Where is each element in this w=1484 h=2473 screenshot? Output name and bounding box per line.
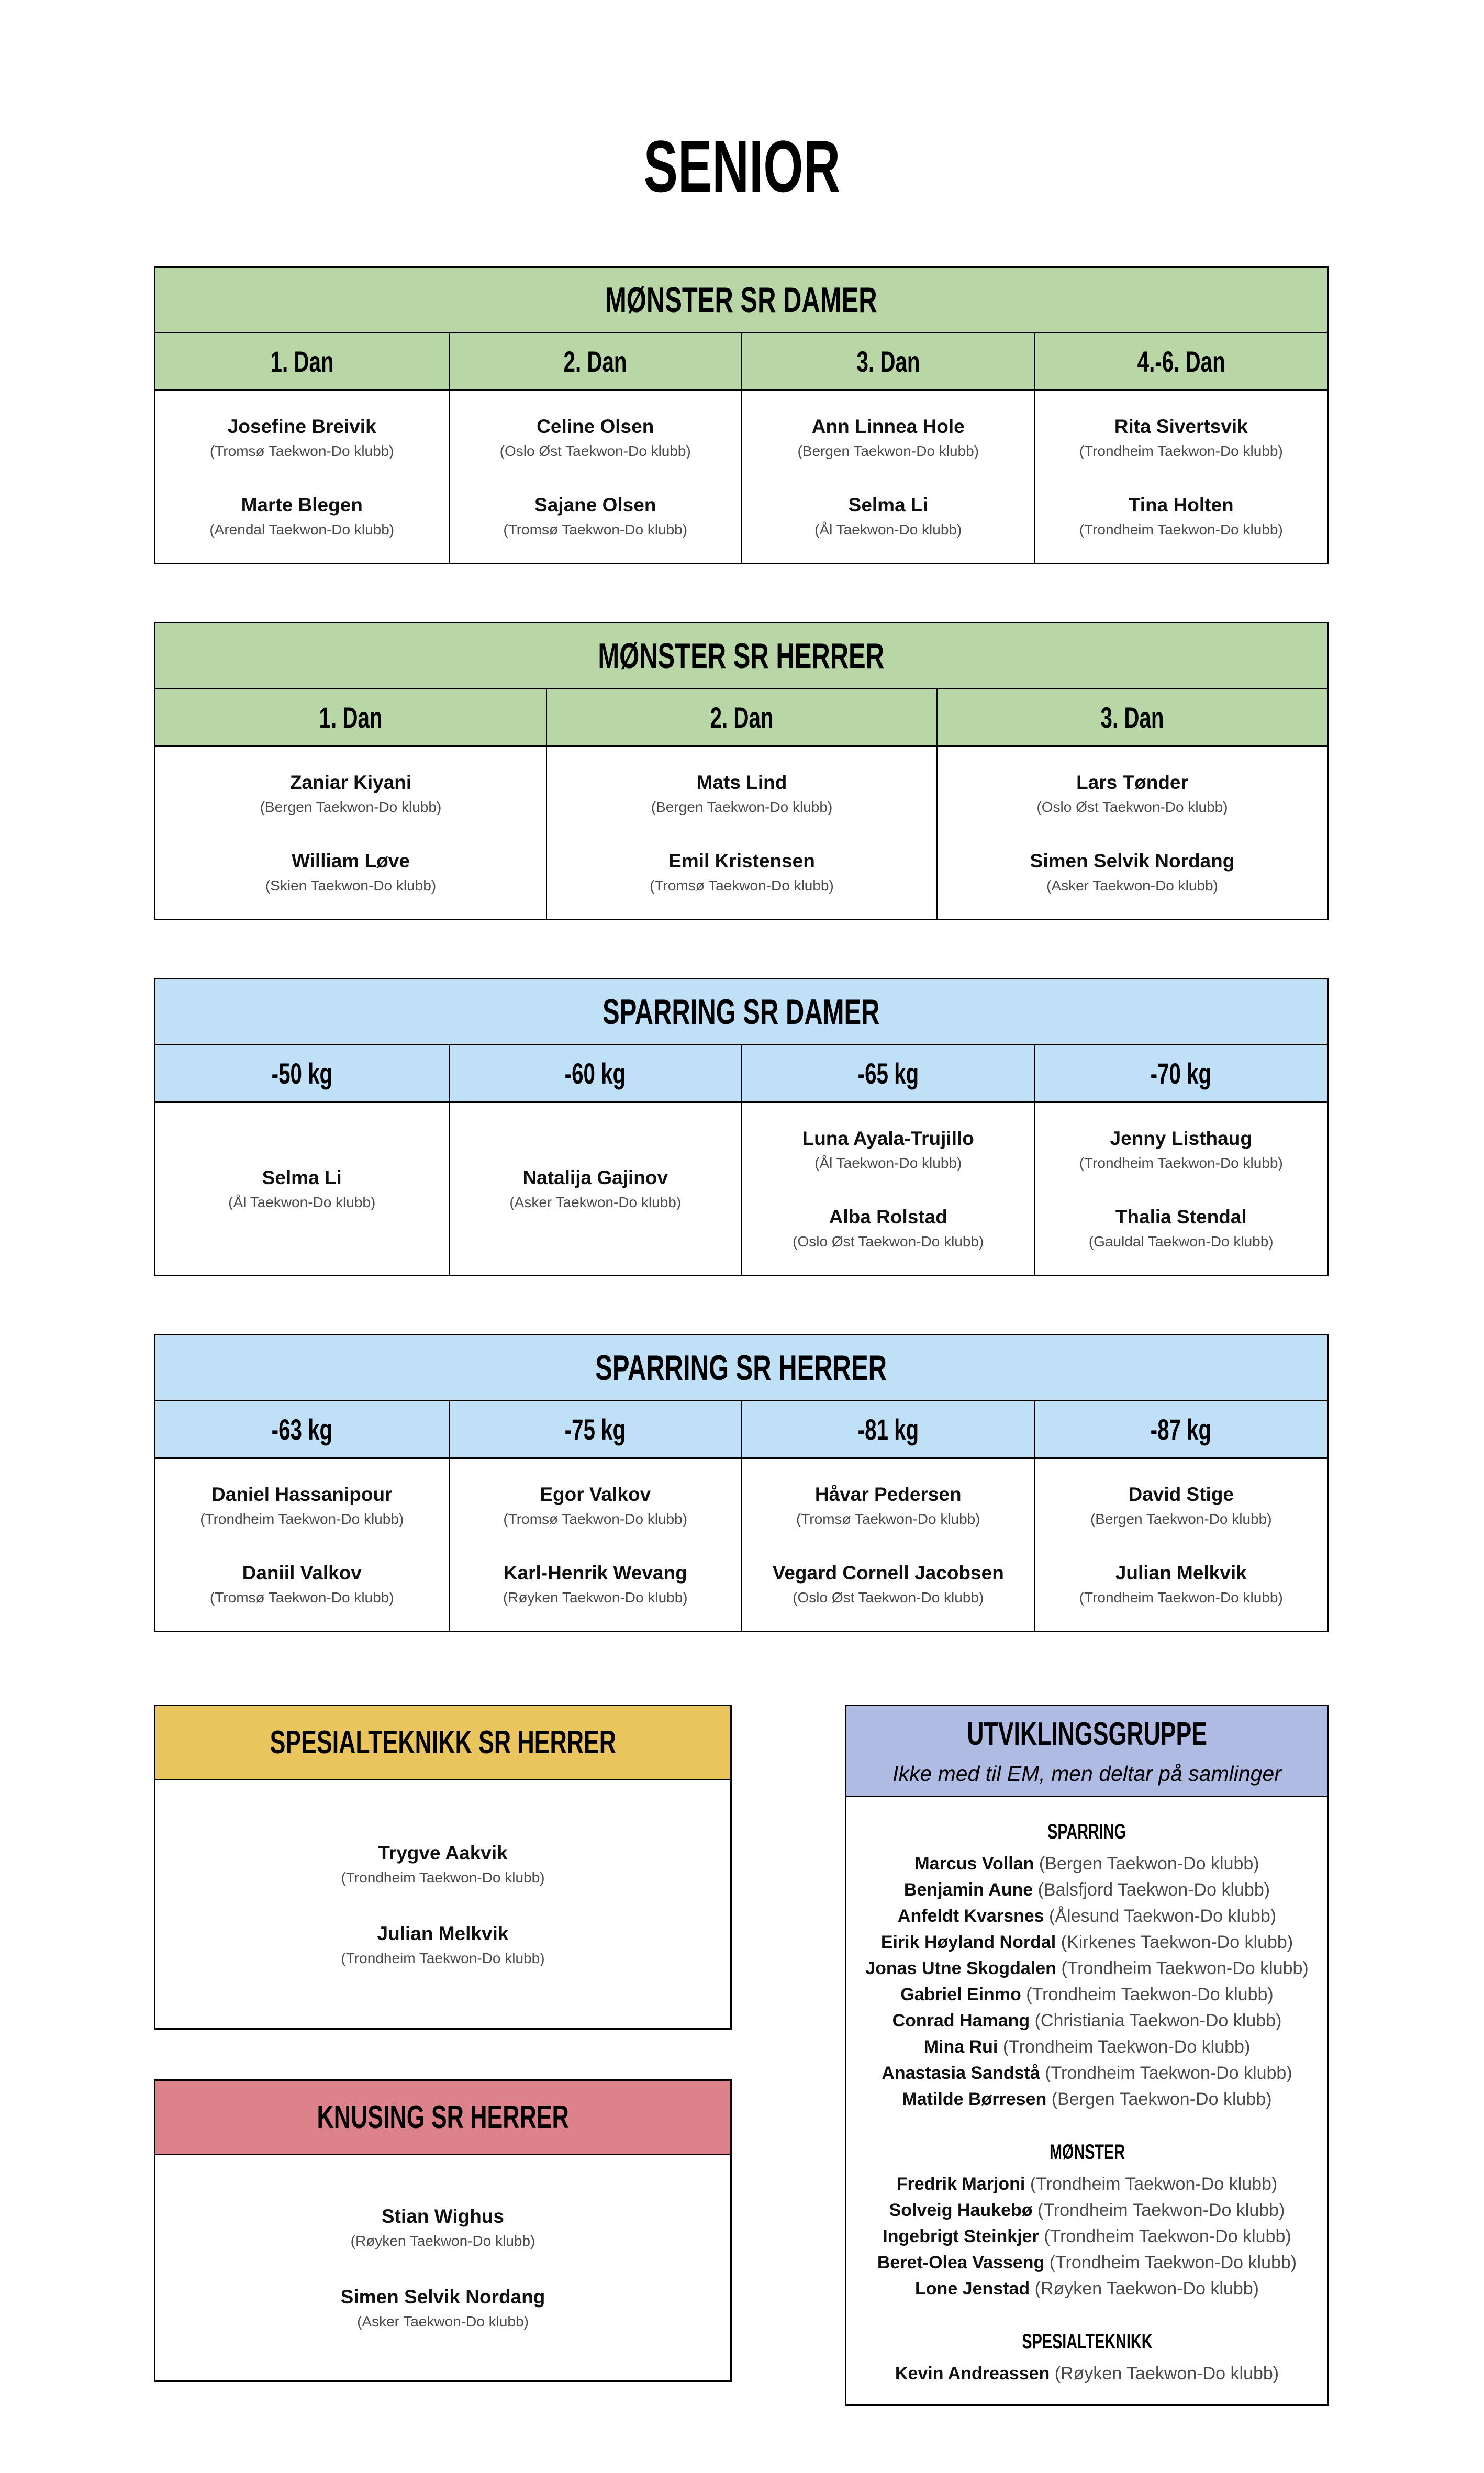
athlete-name: Stian Wighus — [381, 2205, 504, 2227]
body-cell — [155, 391, 449, 563]
development-section — [856, 2140, 1318, 2302]
section-label — [856, 2140, 1318, 2165]
member-club: (Ålesund Taekwon-Do klubb) — [1049, 1906, 1277, 1926]
athlete-entry — [650, 850, 834, 895]
member-club: (Trondheim Taekwon-Do klubb) — [1030, 2174, 1278, 2194]
body-cell — [155, 747, 546, 919]
athlete-entry — [210, 1562, 394, 1607]
table-header-row — [155, 689, 1327, 747]
athlete-entry — [1090, 1483, 1272, 1528]
athlete-entry — [1030, 850, 1235, 895]
column-header-label: -81 kg — [857, 1413, 919, 1446]
athlete-entry — [228, 1166, 375, 1211]
athlete-club: (Oslo Øst Taekwon-Do klubb) — [1036, 799, 1228, 815]
table-header-row — [155, 1401, 1327, 1459]
athlete-club: (Asker Taekwon-Do klubb) — [509, 1194, 682, 1210]
athlete-name: Jenny Listhaug — [1110, 1128, 1252, 1149]
athlete-club: (Arendal Taekwon-Do klubb) — [209, 521, 395, 538]
athlete-name: Josefine Breivik — [227, 416, 376, 437]
development-subtitle: Ikke med til EM, men deltar på samlinger — [892, 1761, 1281, 1786]
athlete-name: Marte Blegen — [241, 494, 363, 516]
athlete-club: (Oslo Øst Taekwon-Do klubb) — [499, 443, 691, 459]
athlete-entry — [793, 1206, 984, 1251]
development-section — [856, 2329, 1318, 2387]
athlete-club: (Tromsø Taekwon-Do klubb) — [796, 1511, 980, 1527]
member-club: (Trondheim Taekwon-Do klubb) — [1045, 2063, 1292, 2083]
column-header-label: -75 kg — [564, 1413, 626, 1446]
table-body-row — [155, 747, 1327, 919]
member-name: Marcus Vollan — [914, 1854, 1034, 1874]
athlete-entry — [503, 1483, 687, 1528]
athlete-entry — [210, 415, 394, 460]
athlete-name: Celine Olsen — [537, 416, 654, 437]
card-body — [155, 2155, 730, 2380]
section-label-text: SPESIALTEKNIKK — [1021, 2330, 1153, 2353]
athlete-name: Egor Valkov — [540, 1484, 651, 1505]
athlete-name: Tina Holten — [1128, 494, 1234, 516]
category-table — [154, 622, 1329, 920]
body-cell — [1034, 391, 1327, 563]
section-label — [856, 2329, 1318, 2354]
athlete-name: Mats Lind — [696, 772, 787, 793]
athlete-club: (Gauldal Taekwon-Do klubb) — [1088, 1233, 1274, 1250]
member-club: (Bergen Taekwon-Do klubb) — [1039, 1854, 1259, 1874]
development-group-card — [845, 1705, 1329, 2406]
athlete-name: Daniel Hassanipour — [211, 1484, 393, 1505]
athlete-name: Håvar Pedersen — [814, 1484, 962, 1505]
athlete-entry — [1079, 494, 1283, 539]
athlete-club: (Skien Taekwon-Do klubb) — [265, 877, 437, 894]
athlete-entry — [341, 2286, 545, 2331]
athlete-name: Natalija Gajinov — [522, 1167, 668, 1188]
member-club: (Kirkenes Taekwon-Do klubb) — [1061, 1932, 1293, 1952]
member-line — [856, 2008, 1318, 2034]
section-label — [856, 1819, 1318, 1844]
column-header-label: 1. Dan — [319, 701, 383, 734]
table-body-row — [155, 391, 1327, 563]
athlete-club: (Trondheim Taekwon-Do klubb) — [1079, 521, 1283, 538]
body-cell — [546, 747, 936, 919]
athlete-entry — [341, 1842, 544, 1887]
athlete-name: Daniil Valkov — [242, 1562, 362, 1584]
athlete-club: (Ål Taekwon-Do klubb) — [814, 521, 962, 538]
athlete-name: Thalia Stendal — [1115, 1206, 1247, 1228]
member-list — [856, 2360, 1318, 2387]
category-table — [154, 266, 1329, 564]
column-header — [449, 1045, 742, 1101]
athlete-entry — [341, 1922, 544, 1967]
athlete-entry — [209, 494, 394, 539]
athlete-entry — [265, 850, 436, 895]
member-line — [856, 1903, 1318, 1929]
column-header — [155, 1045, 449, 1101]
section-label-text: SPARRING — [1047, 1820, 1126, 1843]
athlete-entry — [500, 415, 691, 460]
column-header-label: 2. Dan — [710, 701, 774, 734]
table-body-row — [155, 1103, 1327, 1275]
table-header-row — [155, 333, 1327, 391]
member-name: Ingebrigt Steinkjer — [883, 2226, 1039, 2246]
athlete-club: (Trondheim Taekwon-Do klubb) — [200, 1511, 404, 1527]
development-body — [846, 1797, 1327, 2404]
tables-host — [154, 266, 1329, 1632]
athlete-entry — [200, 1483, 404, 1528]
member-club: (Trondheim Taekwon-Do klubb) — [1037, 2200, 1285, 2220]
column-header — [155, 689, 546, 745]
member-name: Jonas Utne Skogdalen — [865, 1958, 1056, 1978]
table-title: SPARRING SR DAMER — [602, 992, 880, 1032]
table-title-row — [155, 1335, 1327, 1401]
athlete-club: (Tromsø Taekwon-Do klubb) — [650, 877, 834, 894]
page-title — [0, 0, 1484, 207]
development-title-text: UTVIKLINGSGRUPPE — [967, 1715, 1207, 1752]
athlete-name: Selma Li — [262, 1167, 342, 1188]
card-title-row — [155, 1706, 730, 1780]
athlete-entry — [1079, 415, 1283, 460]
table-header-row — [155, 1045, 1327, 1103]
member-line — [856, 2249, 1318, 2276]
card-body — [155, 1780, 730, 2028]
member-club: (Trondheim Taekwon-Do klubb) — [1002, 2037, 1251, 2057]
athlete-name: Selma Li — [848, 494, 928, 516]
athlete-club: (Tromsø Taekwon-Do klubb) — [503, 521, 688, 538]
event-cards-column — [154, 1705, 732, 2382]
athlete-club: (Trondheim Taekwon-Do klubb) — [1079, 1155, 1283, 1171]
column-header — [449, 333, 742, 389]
athlete-club: (Bergen Taekwon-Do klubb) — [1090, 1511, 1272, 1527]
event-card — [154, 1705, 732, 2030]
athlete-name: David Stige — [1128, 1484, 1234, 1505]
member-name: Conrad Hamang — [892, 2011, 1030, 2031]
body-cell — [155, 1103, 449, 1275]
athlete-entry — [773, 1562, 1004, 1607]
member-name: Anastasia Sandstå — [882, 2063, 1040, 2083]
athlete-entry — [509, 1166, 681, 1211]
athlete-name: Vegard Cornell Jacobsen — [772, 1562, 1004, 1584]
athlete-entry — [802, 1127, 974, 1172]
member-line — [856, 2171, 1318, 2197]
athlete-name: Ann Linnea Hole — [811, 416, 965, 437]
athlete-entry — [1089, 1206, 1274, 1251]
member-line — [856, 2060, 1318, 2086]
athlete-entry — [1036, 771, 1228, 816]
athlete-name: Luna Ayala-Trujillo — [802, 1128, 974, 1149]
card-title-row — [155, 2081, 730, 2155]
athlete-entry — [260, 771, 442, 816]
member-line — [856, 2086, 1318, 2112]
member-list — [856, 2171, 1318, 2302]
body-cell — [1034, 1103, 1327, 1275]
table-body-row — [155, 1459, 1327, 1631]
member-name: Matilde Børresen — [902, 2089, 1047, 2109]
athlete-club: (Trondheim Taekwon-Do klubb) — [341, 1950, 545, 1966]
athlete-club: (Trondheim Taekwon-Do klubb) — [1079, 443, 1283, 459]
column-header-label: 2. Dan — [563, 345, 627, 378]
athlete-club: (Asker Taekwon-Do klubb) — [1046, 877, 1218, 894]
athlete-entry — [814, 494, 962, 539]
athlete-club: (Bergen Taekwon-Do klubb) — [797, 443, 979, 459]
body-cell — [936, 747, 1327, 919]
column-header — [155, 333, 449, 389]
athlete-name: Sajane Olsen — [534, 494, 656, 516]
athlete-name: Simen Selvik Nordang — [1030, 850, 1235, 872]
column-header — [155, 1401, 449, 1457]
member-line — [856, 1981, 1318, 2008]
card-title: KNUSING SR HERRER — [317, 2099, 569, 2135]
member-line — [856, 1955, 1318, 1981]
athlete-name: Emil Kristensen — [668, 850, 815, 872]
body-cell — [155, 1459, 449, 1631]
category-table — [154, 978, 1329, 1276]
athlete-club: (Røyken Taekwon-Do klubb) — [350, 2233, 535, 2249]
member-club: (Trondheim Taekwon-Do klubb) — [1044, 2226, 1291, 2246]
member-name: Kevin Andreassen — [895, 2364, 1050, 2383]
column-header — [936, 689, 1327, 745]
column-header-label: -70 kg — [1150, 1057, 1212, 1090]
column-header-label: 4.-6. Dan — [1137, 345, 1225, 378]
column-header — [741, 333, 1034, 389]
member-line — [856, 1877, 1318, 1903]
athlete-name: Lars Tønder — [1076, 772, 1188, 793]
athlete-name: Alba Rolstad — [829, 1206, 947, 1228]
athlete-club: (Ål Taekwon-Do klubb) — [814, 1155, 962, 1171]
athlete-club: (Asker Taekwon-Do klubb) — [357, 2313, 529, 2330]
development-header — [846, 1706, 1327, 1797]
member-line — [856, 1929, 1318, 1955]
development-title — [920, 1716, 1254, 1753]
athlete-club: (Tromsø Taekwon-Do klubb) — [209, 443, 394, 459]
body-cell — [741, 1103, 1034, 1275]
member-name: Beret-Olea Vasseng — [877, 2253, 1045, 2273]
athlete-club: (Røyken Taekwon-Do klubb) — [503, 1589, 688, 1606]
body-cell — [741, 391, 1034, 563]
table-title: MØNSTER SR HERRER — [598, 636, 885, 676]
body-cell — [1034, 1459, 1327, 1631]
member-name: Lone Jenstad — [915, 2279, 1030, 2299]
member-name: Solveig Haukebø — [889, 2200, 1033, 2220]
athlete-club: (Oslo Øst Taekwon-Do klubb) — [793, 1233, 984, 1250]
column-header-label: -60 kg — [564, 1057, 626, 1090]
member-name: Eirik Høyland Nordal — [880, 1932, 1056, 1952]
athlete-club: (Bergen Taekwon-Do klubb) — [651, 799, 833, 815]
member-club: (Trondheim Taekwon-Do klubb) — [1061, 1958, 1309, 1978]
athlete-name: Julian Melkvik — [377, 1922, 509, 1944]
member-club: (Røyken Taekwon-Do klubb) — [1034, 2279, 1259, 2299]
member-line — [856, 1851, 1318, 1877]
athlete-entry — [351, 2205, 535, 2250]
member-name: Anfeldt Kvarsnes — [897, 1906, 1044, 1926]
body-cell — [449, 1459, 742, 1631]
table-title: MØNSTER SR DAMER — [605, 280, 877, 320]
column-header-label: -63 kg — [271, 1413, 333, 1446]
category-table — [154, 1334, 1329, 1632]
development-section — [856, 1819, 1318, 2112]
member-club: (Trondheim Taekwon-Do klubb) — [1026, 1985, 1274, 2004]
column-header — [741, 1401, 1034, 1457]
athlete-name: Simen Selvik Nordang — [340, 2286, 545, 2308]
table-title-row — [155, 623, 1327, 689]
athlete-name: William Løve — [292, 850, 410, 872]
member-name: Mina Rui — [923, 2037, 998, 2057]
member-club: (Christiania Taekwon-Do klubb) — [1034, 2011, 1282, 2031]
athlete-entry — [651, 771, 833, 816]
member-name: Fredrik Marjoni — [896, 2174, 1025, 2194]
column-header — [546, 689, 936, 745]
column-header — [741, 1045, 1034, 1101]
athlete-name: Trygve Aakvik — [378, 1842, 508, 1864]
athlete-club: (Tromsø Taekwon-Do klubb) — [209, 1589, 394, 1606]
athlete-club: (Tromsø Taekwon-Do klubb) — [503, 1511, 688, 1527]
athlete-entry — [1079, 1127, 1283, 1172]
athlete-entry — [1079, 1562, 1283, 1607]
member-club: (Bergen Taekwon-Do klubb) — [1051, 2089, 1272, 2109]
table-title-row — [155, 268, 1327, 333]
table-title: SPARRING SR HERRER — [595, 1347, 887, 1388]
athlete-entry — [503, 494, 687, 539]
member-club: (Røyken Taekwon-Do klubb) — [1054, 2364, 1279, 2383]
section-label-text: MØNSTER — [1049, 2141, 1125, 2164]
column-header — [449, 1401, 742, 1457]
table-title-row — [155, 979, 1327, 1045]
column-header-label: 3. Dan — [1100, 701, 1164, 734]
athlete-entry — [797, 415, 979, 460]
member-line — [856, 2197, 1318, 2223]
athlete-club: (Trondheim Taekwon-Do klubb) — [1079, 1589, 1283, 1606]
athlete-club: (Ål Taekwon-Do klubb) — [228, 1194, 376, 1210]
column-header — [1034, 1045, 1327, 1101]
member-list — [856, 1851, 1318, 2112]
column-header-label: -50 kg — [271, 1057, 333, 1090]
member-line — [856, 2223, 1318, 2249]
column-header-label: -65 kg — [857, 1057, 919, 1090]
athlete-club: (Bergen Taekwon-Do klubb) — [260, 799, 442, 815]
body-cell — [741, 1459, 1034, 1631]
member-line — [856, 2276, 1318, 2302]
column-header-label: 3. Dan — [856, 345, 920, 378]
member-club: (Trondheim Taekwon-Do klubb) — [1049, 2253, 1297, 2273]
column-header — [1034, 1401, 1327, 1457]
category-tables-section — [154, 266, 1329, 1632]
member-name: Gabriel Einmo — [900, 1985, 1021, 2004]
event-card — [154, 2079, 732, 2382]
bottom-section — [154, 1705, 1484, 2406]
athlete-entry — [796, 1483, 980, 1528]
column-header-label: -87 kg — [1150, 1413, 1212, 1446]
column-header-label: 1. Dan — [270, 345, 334, 378]
card-title: SPESIALTEKNIKK SR HERRER — [270, 1724, 616, 1761]
member-line — [856, 2360, 1318, 2387]
athlete-name: Rita Sivertsvik — [1114, 416, 1248, 437]
page-title-text: SENIOR — [643, 125, 841, 207]
athlete-name: Zaniar Kiyani — [289, 772, 412, 793]
member-name: Benjamin Aune — [903, 1880, 1033, 1900]
column-header — [1034, 333, 1327, 389]
athlete-name: Karl-Henrik Wevang — [503, 1562, 687, 1584]
athlete-entry — [503, 1562, 688, 1607]
athlete-name: Julian Melkvik — [1115, 1562, 1247, 1584]
body-cell — [449, 1103, 742, 1275]
athlete-club: (Trondheim Taekwon-Do klubb) — [341, 1869, 545, 1886]
athlete-club: (Oslo Øst Taekwon-Do klubb) — [793, 1589, 984, 1606]
member-club: (Balsfjord Taekwon-Do klubb) — [1037, 1880, 1270, 1900]
member-line — [856, 2034, 1318, 2060]
body-cell — [449, 391, 742, 563]
